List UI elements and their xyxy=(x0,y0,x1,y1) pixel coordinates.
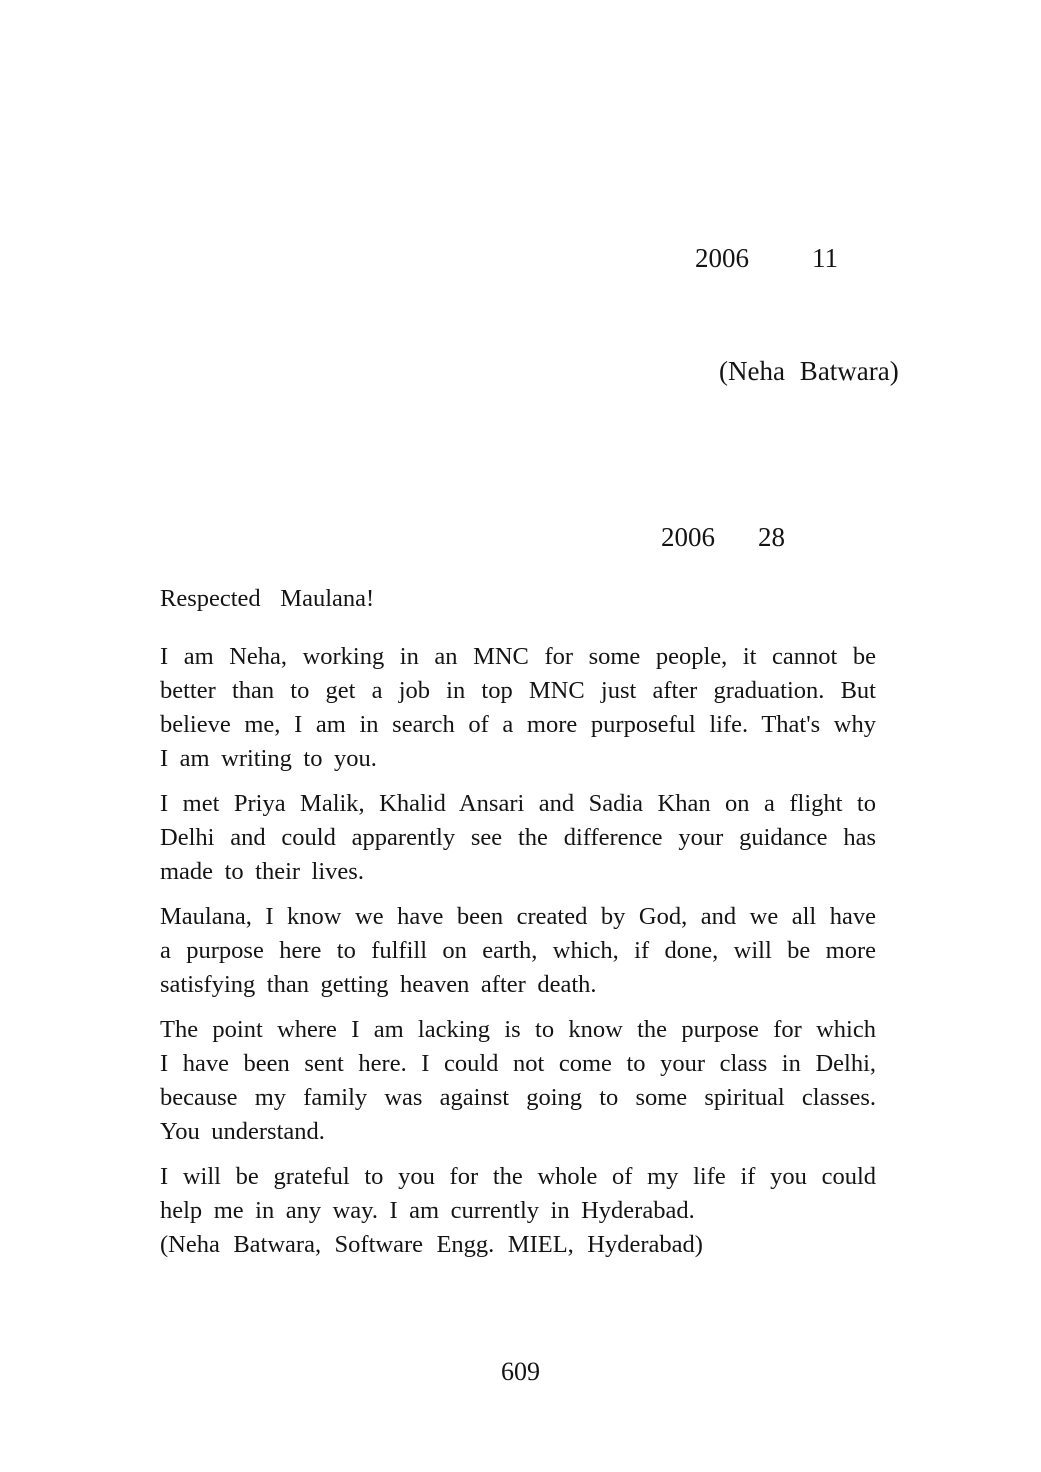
salutation: Respected Maulana! xyxy=(160,585,375,612)
letter-body xyxy=(160,640,876,1228)
paragraph xyxy=(160,900,876,1002)
text-line: The point where I am lacking is to know the purpose for which xyxy=(160,1016,876,1043)
text-line: better than to get a job in top MNC just after graduation. But xyxy=(160,677,876,704)
text-line: I am Neha, working in an MNC for some people, it cannot be xyxy=(160,643,876,670)
letter-body-column xyxy=(160,640,876,1262)
text-line: Delhi and could apparently see the difference your guidance has xyxy=(160,824,876,851)
header-note xyxy=(695,242,838,274)
text-line: help me in any way. I am currently in Hyderabad. xyxy=(160,1197,695,1224)
paragraph xyxy=(160,1013,876,1149)
attribution-line: (Neha Batwara) xyxy=(719,356,899,386)
text-line: because my family was against going to some spiritual classes. xyxy=(160,1084,876,1111)
header-note-number: 11 xyxy=(812,243,838,273)
paragraph xyxy=(160,640,876,776)
letter-date xyxy=(661,521,785,553)
text-line: I met Priya Malik, Khalid Ansari and Sadia Khan on a flight to xyxy=(160,790,876,817)
header-note-year: 2006 xyxy=(695,243,749,273)
text-line: Maulana, I know we have been created by God, and we all have xyxy=(160,903,876,930)
letter-date-year: 2006 xyxy=(661,522,715,552)
text-line: You understand. xyxy=(160,1118,325,1145)
text-line: I have been sent here. I could not come to your class in Delhi, xyxy=(160,1050,876,1077)
paragraph xyxy=(160,1160,876,1228)
page-number: 609 xyxy=(501,1357,540,1386)
text-line: a purpose here to fulfill on earth, which, if done, will be more xyxy=(160,937,876,964)
paragraph xyxy=(160,787,876,889)
text-line: believe me, I am in search of a more purposeful life. That's why xyxy=(160,711,876,738)
text-line: I will be grateful to you for the whole of my life if you could xyxy=(160,1163,876,1190)
text-line: satisfying than getting heaven after death. xyxy=(160,971,597,998)
text-line: made to their lives. xyxy=(160,858,364,885)
signature-line: (Neha Batwara, Software Engg. MIEL, Hyderabad) xyxy=(160,1231,703,1258)
text-line: I am writing to you. xyxy=(160,745,377,772)
letter-date-number: 28 xyxy=(758,522,785,552)
